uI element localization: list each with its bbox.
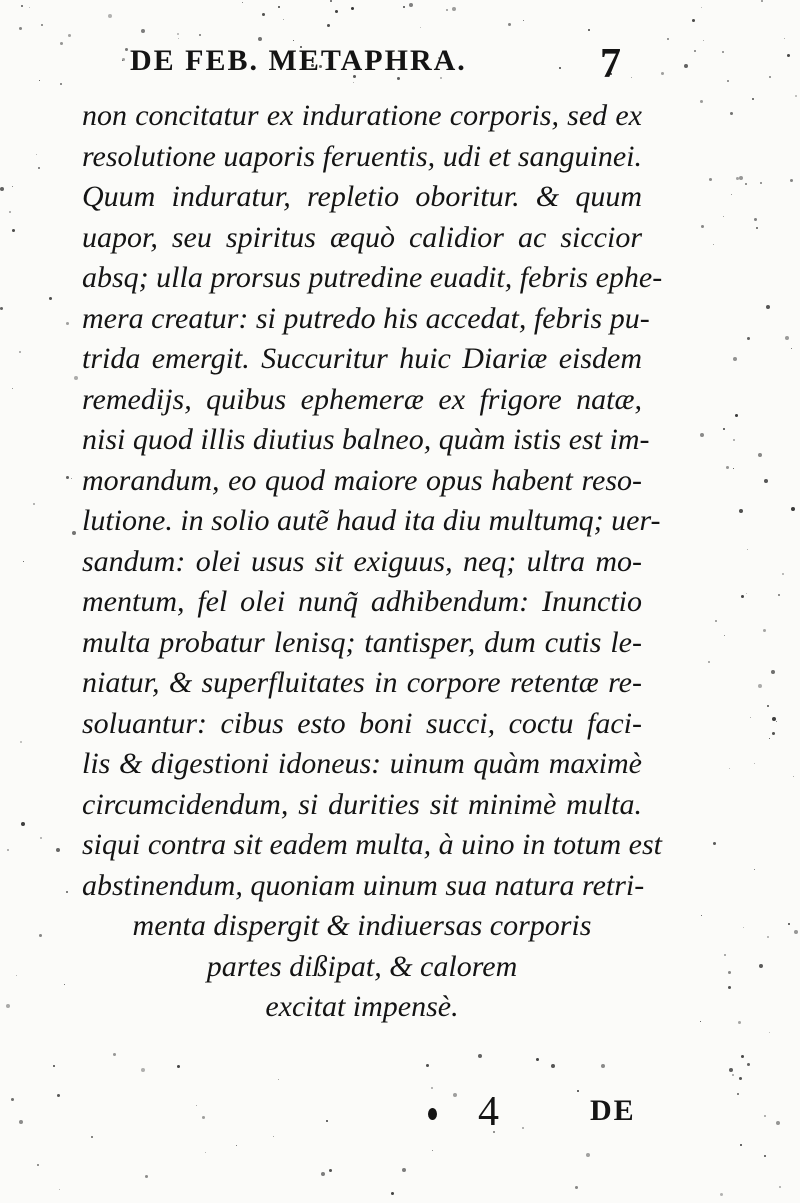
paper-speck: [722, 51, 724, 53]
paper-speck: [754, 218, 757, 221]
paper-speck: [794, 930, 798, 934]
text-line: absq; ulla prorsus putredine euadit, febris ephe-: [82, 261, 663, 294]
text-line: remedijs, quibus ephemeræ ex frigore natæ,: [82, 382, 642, 416]
text-line: morandum, eo quod maiore opus habent reso-: [82, 463, 642, 497]
paper-speck: [19, 351, 21, 353]
paper-speck: [29, 7, 30, 8]
paper-speck: [588, 29, 590, 31]
paper-speck: [739, 1077, 742, 1080]
paper-speck: [778, 594, 780, 596]
paper-speck: [19, 1120, 23, 1124]
paper-speck: [793, 776, 794, 777]
paper-speck: [38, 167, 40, 169]
paper-speck: [40, 837, 42, 839]
text-line: lis & digestioni idoneus: uinum quàm maximè: [82, 747, 642, 780]
paper-speck: [236, 1145, 237, 1146]
text-line: nisi quod illis diutius balneo, quàm istis est im-: [82, 423, 650, 456]
paper-speck: [754, 869, 755, 870]
paper-speck: [724, 635, 725, 636]
paper-speck: [446, 9, 448, 11]
paper-speck: [0, 307, 3, 310]
paper-speck: [601, 1064, 605, 1068]
paper-speck: [733, 357, 737, 361]
paper-speck: [736, 177, 739, 180]
paper-speck: [700, 100, 703, 103]
paper-speck: [330, 0, 332, 2]
paper-speck: [741, 1055, 744, 1058]
paper-speck: [145, 1175, 148, 1178]
paper-speck: [36, 154, 37, 155]
paper-speck: [754, 763, 755, 764]
paper-speck: [761, 0, 763, 2]
paper-speck: [575, 1186, 578, 1189]
paper-speck: [764, 1115, 766, 1117]
paper-speck: [508, 23, 511, 26]
text-line: siqui contra sit eadem multa, à uino in totum est: [82, 828, 662, 861]
paper-speck: [667, 38, 669, 40]
text-line: excitat impensè.: [265, 990, 459, 1023]
paper-speck: [205, 1152, 206, 1153]
paper-speck: [735, 414, 738, 417]
paper-speck: [66, 476, 69, 479]
paper-speck: [273, 1136, 274, 1137]
paper-speck: [23, 561, 24, 562]
paper-speck: [747, 1063, 750, 1066]
paper-speck: [20, 741, 22, 743]
text-line: Quum induratur, repletio oboritur. & quum: [82, 180, 642, 213]
paper-speck: [9, 211, 11, 213]
paper-speck: [709, 178, 712, 181]
paper-speck: [692, 19, 695, 22]
paper-speck: [730, 112, 733, 115]
paper-speck: [12, 186, 13, 187]
paper-speck: [767, 705, 769, 707]
paper-speck: [91, 1136, 93, 1138]
paper-speck: [242, 2, 243, 3]
paper-speck: [701, 915, 702, 916]
paper-speck: [329, 1169, 332, 1172]
paper-speck: [760, 182, 762, 184]
paper-speck: [769, 1032, 770, 1033]
paper-speck: [478, 1054, 482, 1058]
paper-speck: [759, 964, 763, 968]
paper-speck: [57, 1094, 60, 1097]
paper-speck: [391, 1192, 394, 1195]
paper-speck: [713, 244, 714, 245]
paper-speck: [782, 573, 784, 575]
text-line: mera creatur: si putredo his accedat, febris pu-: [82, 301, 650, 335]
text-line: lutione. in solio autẽ haud ita diu multumq; uer-: [82, 504, 661, 537]
paper-speck: [764, 1155, 766, 1157]
paper-speck: [7, 849, 9, 851]
paper-speck: [196, 1105, 197, 1106]
paper-speck: [125, 48, 128, 51]
paper-speck: [335, 10, 338, 13]
paper-speck: [37, 1164, 39, 1166]
paper-speck: [771, 670, 775, 674]
paper-speck: [283, 19, 284, 20]
paper-speck: [12, 229, 15, 232]
paper-speck: [113, 1053, 116, 1056]
paper-speck: [202, 1116, 205, 1119]
paper-speck: [351, 7, 354, 10]
paper-speck: [713, 842, 716, 845]
paper-speck: [758, 684, 762, 688]
paper-speck: [72, 531, 76, 535]
paper-speck: [59, 1189, 60, 1190]
paper-speck: [787, 54, 790, 57]
paper-speck: [728, 971, 731, 974]
paper-speck: [536, 1058, 539, 1061]
paper-speck: [743, 927, 744, 928]
paper-speck: [785, 336, 789, 340]
paper-speck: [701, 225, 704, 228]
paper-speck: [68, 34, 71, 37]
paper-speck: [701, 7, 702, 8]
paper-speck: [708, 661, 710, 663]
paper-speck: [700, 1021, 701, 1022]
catchword: DE: [590, 1094, 636, 1127]
paper-speck: [694, 50, 696, 52]
paper-speck: [766, 305, 770, 309]
paper-speck: [53, 1065, 55, 1067]
paper-speck: [732, 1074, 734, 1076]
page-number: 7: [600, 41, 621, 87]
paper-speck: [729, 1068, 733, 1072]
paper-speck: [729, 768, 730, 769]
paper-speck: [19, 27, 22, 30]
paper-speck: [108, 14, 112, 18]
paper-speck: [353, 82, 354, 83]
paper-speck: [420, 27, 421, 28]
paper-speck: [795, 95, 797, 97]
paper-speck: [403, 6, 405, 8]
paper-speck: [278, 6, 280, 8]
paper-speck: [56, 848, 60, 852]
body-text: [82, 96, 663, 1028]
paper-speck: [141, 1068, 145, 1072]
ornament-dot: [428, 1108, 437, 1120]
paper-speck: [402, 1168, 406, 1172]
paper-speck: [727, 80, 729, 82]
paper-speck: [177, 1065, 180, 1068]
paper-speck: [776, 1121, 780, 1125]
paper-speck: [262, 13, 265, 16]
text-line: menta dispergit & indiuersas corporis: [132, 909, 592, 942]
paper-speck: [739, 509, 743, 513]
text-line: soluantur: cibus esto boni succi, coctu faci-: [82, 706, 642, 740]
paper-speck: [790, 179, 793, 182]
paper-speck: [756, 227, 758, 229]
paper-speck: [39, 80, 40, 81]
paper-speck: [49, 297, 52, 300]
paper-speck: [715, 620, 717, 622]
paper-speck: [178, 38, 179, 39]
paper-speck: [788, 923, 790, 925]
paper-speck: [327, 24, 330, 27]
paper-speck: [791, 348, 792, 349]
paper-speck: [784, 38, 785, 39]
paper-speck: [21, 822, 25, 826]
paper-speck: [779, 1186, 781, 1188]
text-line: multa probatur lenisq; tantisper, dum cutis le-: [82, 625, 642, 659]
text-line: uapor, seu spiritus æquò calidior ac siccior: [82, 220, 642, 254]
paper-speck: [452, 7, 456, 11]
paper-speck: [726, 466, 729, 469]
paper-speck: [731, 194, 732, 195]
paper-speck: [586, 1153, 590, 1157]
paper-speck: [741, 595, 744, 598]
paper-speck: [776, 721, 777, 722]
paper-speck: [66, 891, 68, 893]
paper-speck: [74, 376, 78, 380]
paper-speck: [767, 936, 769, 938]
paper-speck: [631, 77, 632, 78]
paper-speck: [33, 503, 35, 505]
paper-speck: [747, 337, 750, 340]
paper-speck: [66, 322, 69, 325]
paper-speck: [278, 1079, 279, 1080]
paper-speck: [326, 1120, 328, 1122]
paper-speck: [733, 439, 735, 441]
paper-speck: [60, 42, 63, 45]
paper-speck: [71, 478, 72, 479]
paper-speck: [21, 5, 23, 7]
paper-speck: [41, 24, 43, 26]
paper-speck: [432, 1150, 433, 1151]
paper-speck: [559, 67, 561, 69]
text-line: mentum, fel olei nunq̃ adhibendum: Inunctio: [82, 585, 642, 618]
paper-speck: [321, 1172, 325, 1176]
paper-speck: [141, 29, 145, 33]
paper-speck: [758, 453, 762, 457]
paper-speck: [772, 732, 775, 735]
paper-speck: [764, 479, 768, 483]
paper-speck: [700, 433, 704, 437]
text-line: circumcidendum, si durities sit minimè multa.: [82, 787, 642, 821]
text-line: partes dißipat, & calorem: [206, 949, 518, 983]
text-line: trida emergit. Succuritur huic Diariæ eisdem: [82, 342, 642, 375]
footer-row: [420, 1088, 660, 1138]
paper-speck: [739, 176, 743, 180]
paper-speck: [738, 1021, 741, 1024]
paper-speck: [769, 738, 770, 739]
paper-speck: [723, 216, 724, 217]
text-line: niatur, & superfluitates in corpore retentæ re-: [82, 666, 642, 699]
paper-speck: [11, 1098, 14, 1101]
paper-speck: [703, 40, 704, 41]
paper-speck: [60, 83, 62, 85]
paper-speck: [750, 717, 751, 718]
paper-speck: [747, 549, 748, 550]
paper-speck: [763, 629, 766, 632]
paper-speck: [684, 64, 688, 68]
paper-speck: [0, 187, 4, 191]
paper-speck: [122, 58, 125, 61]
paper-speck: [523, 20, 524, 21]
paper-speck: [12, 388, 13, 389]
paper-speck: [409, 3, 413, 7]
paper-speck: [737, 1093, 739, 1095]
paper-speck: [723, 428, 725, 430]
signature-mark: 4: [478, 1089, 499, 1135]
paper-speck: [746, 593, 747, 594]
paper-speck: [16, 975, 17, 976]
text-line: abstinendum, quoniam uinum sua natura retri-: [82, 868, 645, 902]
text-line: non concitatur ex induratione corporis, sed ex: [82, 99, 642, 132]
paper-speck: [752, 98, 754, 100]
paper-speck: [258, 37, 262, 41]
paper-speck: [39, 934, 42, 937]
paper-speck: [733, 468, 734, 469]
paper-speck: [199, 34, 201, 36]
paper-speck: [551, 1064, 555, 1068]
paper-speck: [720, 1193, 723, 1196]
paper-speck: [745, 183, 747, 185]
paper-speck: [724, 954, 726, 956]
paper-speck: [6, 1004, 10, 1008]
paper-speck: [177, 33, 179, 35]
paper-speck: [728, 986, 731, 989]
paper-speck: [769, 76, 771, 78]
paper-speck: [426, 1064, 429, 1067]
text-line: sandum: olei usus sit exiguus, neq; ultra mo-: [82, 544, 642, 578]
paper-speck: [661, 72, 664, 75]
paper-speck: [740, 1144, 742, 1146]
paper-speck: [64, 984, 65, 985]
paper-speck: [293, 40, 294, 41]
text-line: resolutione uaporis feruentis, udi et sanguinei.: [82, 139, 642, 173]
paper-speck: [791, 507, 795, 511]
running-title: DE FEB. METAPHRA.: [130, 44, 467, 77]
